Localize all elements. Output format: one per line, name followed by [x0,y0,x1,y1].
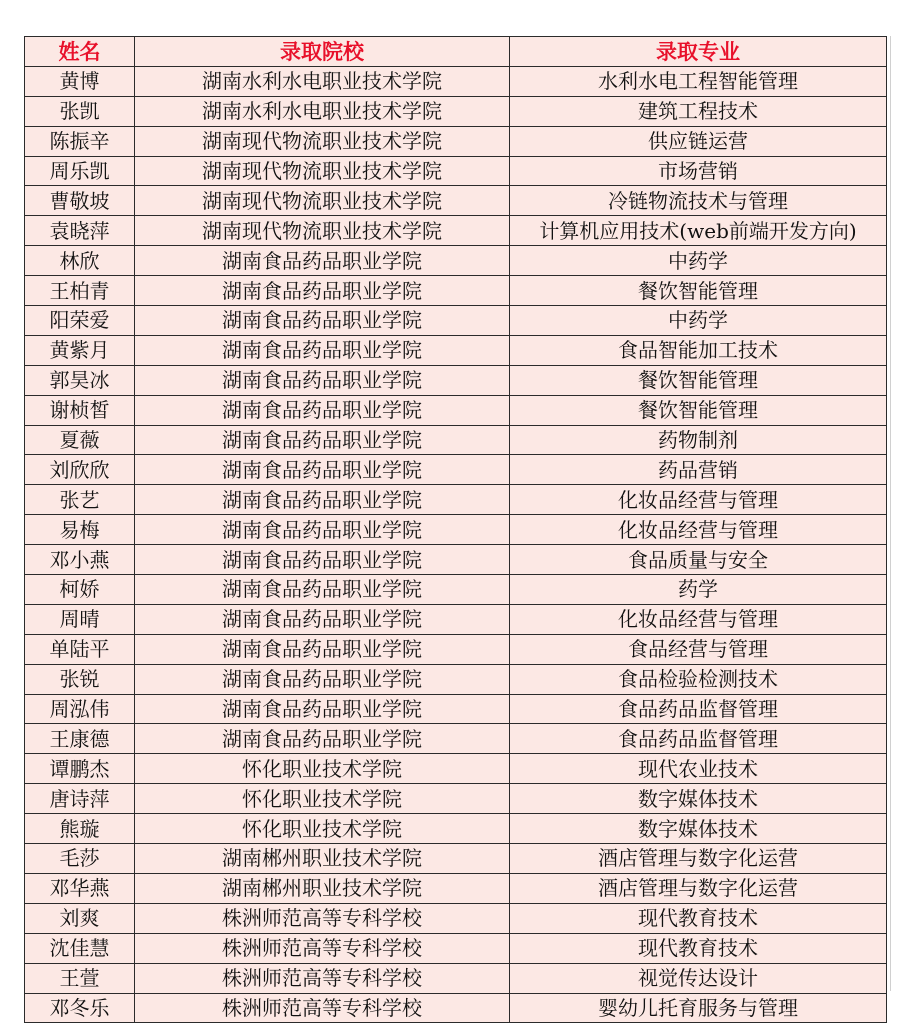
table-row [25,814,887,844]
name-cell[interactable]: 袁晓萍 [25,216,135,246]
name-cell[interactable]: 周晴 [25,604,135,634]
school-cell[interactable]: 湖南食品药品职业学院 [135,634,510,664]
table-row [25,276,887,306]
major-cell[interactable]: 供应链运营 [510,126,887,156]
name-cell[interactable]: 邓华燕 [25,873,135,903]
major-cell[interactable]: 中药学 [510,246,887,276]
school-cell[interactable]: 湖南食品药品职业学院 [135,365,510,395]
major-cell[interactable]: 计算机应用技术(web前端开发方向) [510,216,887,246]
table-row [25,664,887,694]
school-cell[interactable]: 湖南食品药品职业学院 [135,306,510,336]
name-cell[interactable]: 唐诗萍 [25,784,135,814]
major-cell[interactable]: 食品检验检测技术 [510,664,887,694]
major-cell[interactable]: 中药学 [510,306,887,336]
name-cell[interactable]: 邓小燕 [25,545,135,575]
name-cell[interactable]: 张艺 [25,485,135,515]
school-cell[interactable]: 湖南食品药品职业学院 [135,335,510,365]
school-cell[interactable]: 株洲师范高等专科学校 [135,903,510,933]
name-cell[interactable]: 周泓伟 [25,694,135,724]
table-row [25,933,887,963]
name-cell[interactable]: 曹敬坡 [25,186,135,216]
major-cell[interactable]: 酒店管理与数字化运营 [510,844,887,874]
school-cell[interactable]: 湖南食品药品职业学院 [135,246,510,276]
name-cell[interactable]: 林欣 [25,246,135,276]
school-cell[interactable]: 怀化职业技术学院 [135,814,510,844]
school-cell[interactable]: 湖南水利水电职业技术学院 [135,66,510,96]
table-row [25,634,887,664]
table-row [25,96,887,126]
school-cell[interactable]: 怀化职业技术学院 [135,754,510,784]
table-row [25,126,887,156]
name-cell[interactable]: 陈振辛 [25,126,135,156]
name-cell[interactable]: 张锐 [25,664,135,694]
name-cell[interactable]: 邓冬乐 [25,993,135,1023]
name-cell[interactable]: 张凯 [25,96,135,126]
name-cell[interactable]: 黄博 [25,66,135,96]
major-cell[interactable]: 市场营销 [510,156,887,186]
table-row [25,545,887,575]
name-cell[interactable]: 刘欣欣 [25,455,135,485]
major-cell[interactable]: 食品智能加工技术 [510,335,887,365]
header-school[interactable]: 录取院校 [135,37,510,67]
major-cell[interactable]: 食品经营与管理 [510,634,887,664]
major-cell[interactable]: 建筑工程技术 [510,96,887,126]
major-cell[interactable]: 餐饮智能管理 [510,365,887,395]
school-cell[interactable]: 怀化职业技术学院 [135,784,510,814]
major-cell[interactable]: 酒店管理与数字化运营 [510,873,887,903]
major-cell[interactable]: 水利水电工程智能管理 [510,66,887,96]
major-cell[interactable]: 婴幼儿托育服务与管理 [510,993,887,1023]
table-row [25,395,887,425]
school-cell[interactable]: 湖南现代物流职业技术学院 [135,186,510,216]
name-cell[interactable]: 谭鹏杰 [25,754,135,784]
school-cell[interactable]: 湖南食品药品职业学院 [135,455,510,485]
major-cell[interactable]: 药物制剂 [510,425,887,455]
school-cell[interactable]: 湖南现代物流职业技术学院 [135,216,510,246]
school-cell[interactable]: 株洲师范高等专科学校 [135,963,510,993]
name-cell[interactable]: 周乐凯 [25,156,135,186]
admission-sheet [24,36,886,1023]
school-cell[interactable]: 湖南食品药品职业学院 [135,545,510,575]
table-row [25,335,887,365]
table-row [25,306,887,336]
major-cell[interactable]: 食品药品监督管理 [510,724,887,754]
major-cell[interactable]: 数字媒体技术 [510,784,887,814]
major-cell[interactable]: 食品药品监督管理 [510,694,887,724]
major-cell[interactable]: 食品质量与安全 [510,545,887,575]
header-row [25,37,887,67]
school-cell[interactable]: 湖南食品药品职业学院 [135,604,510,634]
name-cell[interactable]: 谢桢皙 [25,395,135,425]
table-row [25,784,887,814]
table-row [25,724,887,754]
school-cell[interactable]: 湖南食品药品职业学院 [135,664,510,694]
major-cell[interactable]: 化妆品经营与管理 [510,604,887,634]
name-cell[interactable]: 阳荣爱 [25,306,135,336]
major-cell[interactable]: 现代教育技术 [510,933,887,963]
school-cell[interactable]: 湖南现代物流职业技术学院 [135,126,510,156]
school-cell[interactable]: 湖南食品药品职业学院 [135,485,510,515]
school-cell[interactable]: 湖南食品药品职业学院 [135,724,510,754]
major-cell[interactable]: 冷链物流技术与管理 [510,186,887,216]
name-cell[interactable]: 王康德 [25,724,135,754]
school-cell[interactable]: 湖南食品药品职业学院 [135,694,510,724]
major-cell[interactable]: 餐饮智能管理 [510,395,887,425]
table-row [25,963,887,993]
name-cell[interactable]: 沈佳慧 [25,933,135,963]
school-cell[interactable]: 湖南食品药品职业学院 [135,575,510,605]
table-row [25,515,887,545]
table-row [25,604,887,634]
school-cell[interactable]: 株洲师范高等专科学校 [135,993,510,1023]
name-cell[interactable]: 毛莎 [25,844,135,874]
table-row [25,425,887,455]
major-cell[interactable]: 化妆品经营与管理 [510,485,887,515]
name-cell[interactable]: 单陆平 [25,634,135,664]
name-cell[interactable]: 易梅 [25,515,135,545]
school-cell[interactable]: 湖南食品药品职业学院 [135,515,510,545]
table-row [25,993,887,1023]
table-row [25,754,887,784]
name-cell[interactable]: 夏薇 [25,425,135,455]
major-cell[interactable]: 视觉传达设计 [510,963,887,993]
name-cell[interactable]: 王柏青 [25,276,135,306]
table-row [25,485,887,515]
name-cell[interactable]: 熊璇 [25,814,135,844]
major-cell[interactable]: 现代农业技术 [510,754,887,784]
admission-table [24,36,887,1023]
table-row [25,66,887,96]
school-cell[interactable]: 湖南食品药品职业学院 [135,395,510,425]
table-row [25,365,887,395]
table-row [25,844,887,874]
table-row [25,246,887,276]
name-cell[interactable]: 郭昊冰 [25,365,135,395]
school-cell[interactable]: 湖南郴州职业技术学院 [135,844,510,874]
major-cell[interactable]: 化妆品经营与管理 [510,515,887,545]
major-cell[interactable]: 数字媒体技术 [510,814,887,844]
table-row [25,694,887,724]
major-cell[interactable]: 现代教育技术 [510,903,887,933]
table-row [25,455,887,485]
major-cell[interactable]: 药学 [510,575,887,605]
school-cell[interactable]: 株洲师范高等专科学校 [135,933,510,963]
table-row [25,903,887,933]
table-row [25,156,887,186]
name-cell[interactable]: 刘爽 [25,903,135,933]
name-cell[interactable]: 王萱 [25,963,135,993]
header-major[interactable]: 录取专业 [510,37,887,67]
major-cell[interactable]: 药品营销 [510,455,887,485]
table-row [25,216,887,246]
header-name[interactable]: 姓名 [25,37,135,67]
sheet-gridline [890,36,911,991]
school-cell[interactable]: 湖南现代物流职业技术学院 [135,156,510,186]
major-cell[interactable]: 餐饮智能管理 [510,276,887,306]
name-cell[interactable]: 柯娇 [25,575,135,605]
school-cell[interactable]: 湖南食品药品职业学院 [135,425,510,455]
table-row [25,575,887,605]
school-cell[interactable]: 湖南水利水电职业技术学院 [135,96,510,126]
school-cell[interactable]: 湖南食品药品职业学院 [135,276,510,306]
name-cell[interactable]: 黄紫月 [25,335,135,365]
table-row [25,873,887,903]
school-cell[interactable]: 湖南郴州职业技术学院 [135,873,510,903]
table-row [25,186,887,216]
